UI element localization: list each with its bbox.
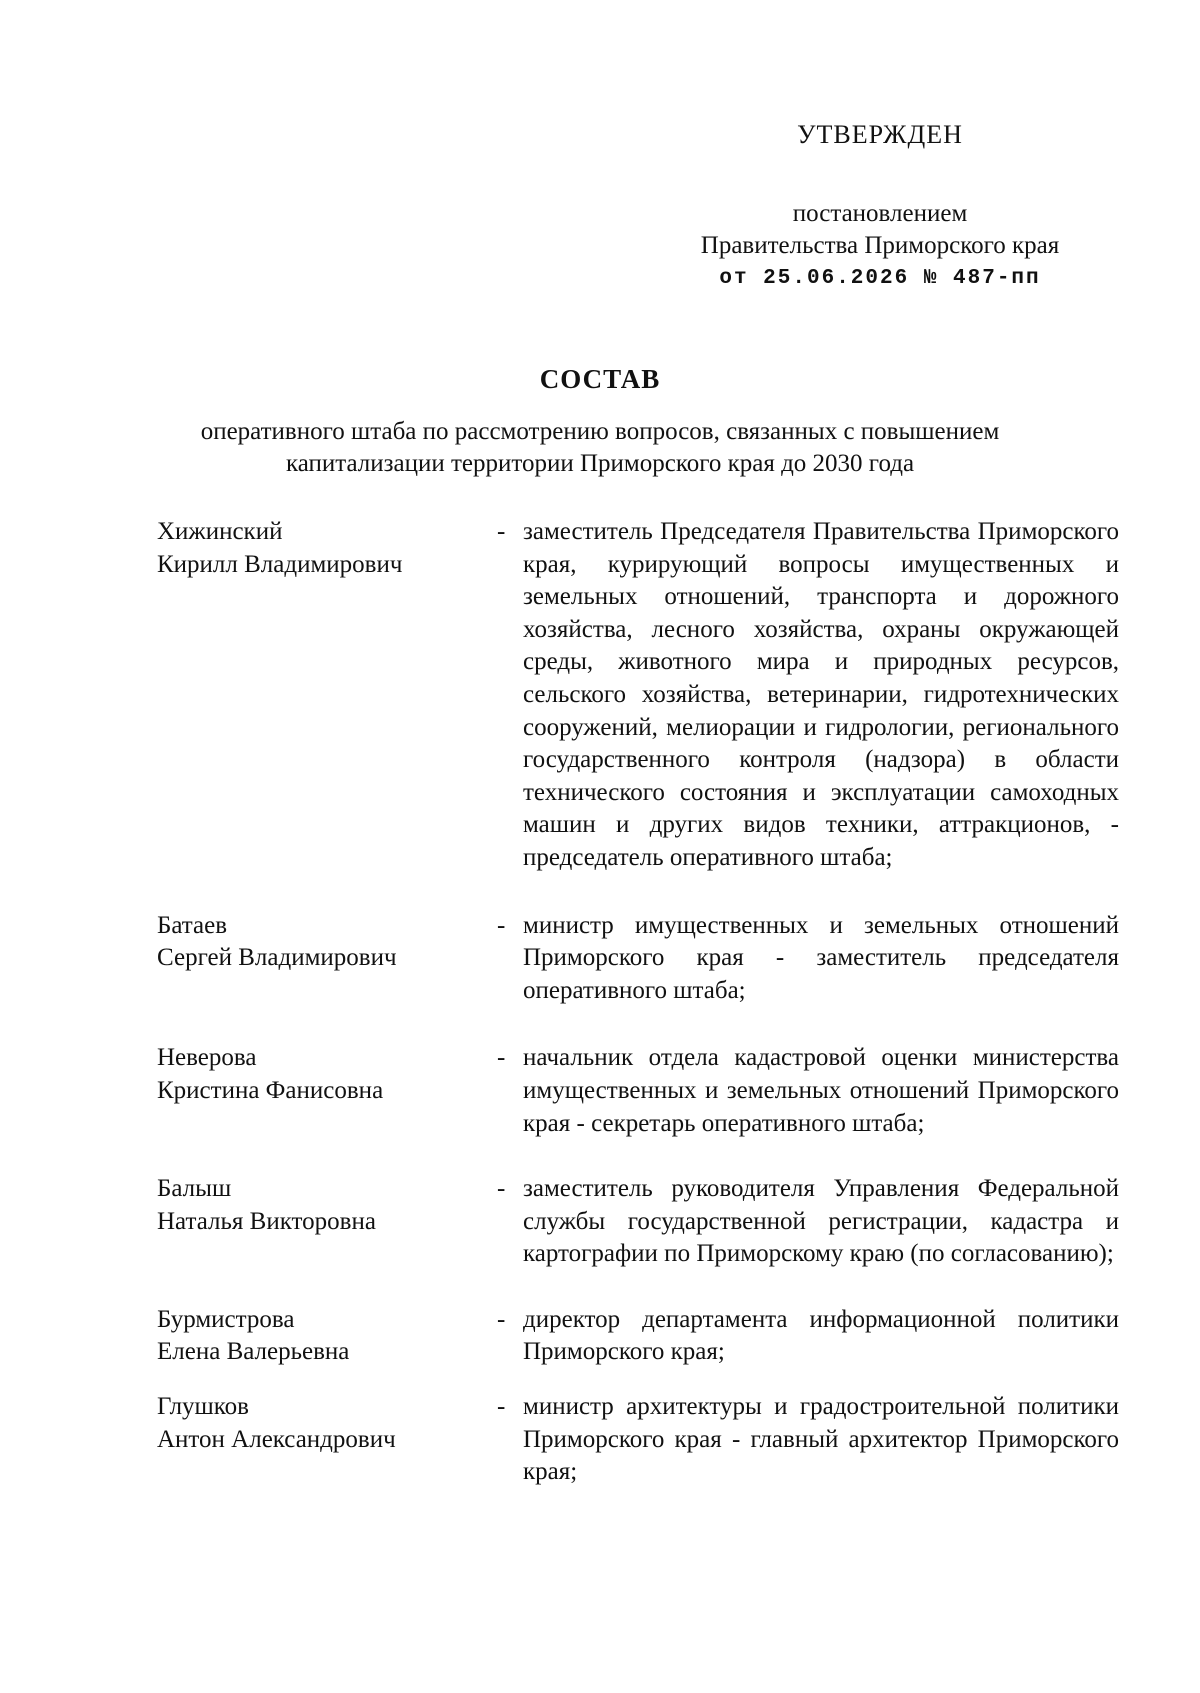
member-given-names: Антон Александрович [157,1425,396,1453]
member-surname: Батаев [157,911,228,939]
member-surname: Хижинский [157,518,283,545]
document-title: СОСТАВ [539,364,661,394]
member-surname: Неверова [157,1044,257,1072]
member-name [157,1304,497,1369]
member-surname: Бурмистрова [157,1305,295,1333]
document-heading [0,362,1200,480]
member-dash: - [497,1305,506,1333]
member-role: начальник отдела кадастровой оценки министерства имущественных и земельных отношений Приморского края - секретарь оперативного штаба; [523,1044,1119,1137]
member-role: заместитель руководителя Управления Федеральной службы государственной регистрации, кадастра и картографии по Приморскому краю (по согласованию); [523,1175,1119,1268]
approval-lines [640,198,1120,294]
member-entry [157,1042,1117,1140]
member-role: министр архитектуры и градостроительной политики Приморского края - главный архитектор Приморского края; [523,1393,1119,1486]
document-subtitle [0,416,1200,480]
member-role: министр имущественных и земельных отношений Приморского края - заместитель председателя оперативного штаба; [523,911,1119,1004]
approval-line-1: постановлением [792,200,968,227]
member-role: заместитель Председателя Правительства Приморского края, курирующий вопросы имущественных и земельных отношений, транспорта и дорожного хозяйства, лесного хозяйства, охраны окружающей среды, животного мира и природных ресурсов, сельского хозяйства, ветеринарии, гидротехнических сооружений, мелиорации и гидрологии, регионального государственного контроля (надзора) в области технического состояния и эксплуатации самоходных машин и других видов техники, аттракционов, - председатель оперативного штаба; [523,518,1119,871]
member-role: директор департамента информационной политики Приморского края; [523,1305,1119,1366]
member-surname: Глушков [157,1393,249,1421]
member-entry [157,516,1117,875]
member-entry [157,1391,1117,1489]
member-dash: - [497,1175,506,1203]
member-given-names: Сергей Владимирович [157,944,397,972]
member-dash: - [497,1393,506,1421]
member-dash: - [497,911,506,939]
member-dash: - [497,518,506,545]
approval-block [640,118,1120,294]
member-name [157,1042,497,1140]
member-name [157,1173,497,1271]
member-entry [157,910,1117,1008]
approval-line-2: Правительства Приморского края [700,232,1060,259]
members-list [157,516,1117,1489]
member-entry [157,1173,1117,1271]
member-dash: - [497,1044,506,1072]
member-given-names: Кристина Фанисовна [157,1076,384,1104]
approval-date-number: от 25.06.2026 № 487-пп [719,267,1041,290]
member-given-names: Кирилл Владимирович [157,550,403,578]
member-surname: Балыш [157,1175,232,1203]
member-entry [157,1304,1117,1369]
member-name [157,516,497,875]
document-subtitle-line-2: капитализации территории Приморского края до 2030 года [285,450,915,477]
document-subtitle-line-1: оперативного штаба по рассмотрению вопросов, связанных с повышением [200,418,1000,445]
member-given-names: Наталья Викторовна [157,1207,376,1235]
approval-title: УТВЕРЖДЕН [797,120,963,149]
member-given-names: Елена Валерьевна [157,1338,350,1366]
member-name [157,910,497,1008]
member-name [157,1391,497,1489]
